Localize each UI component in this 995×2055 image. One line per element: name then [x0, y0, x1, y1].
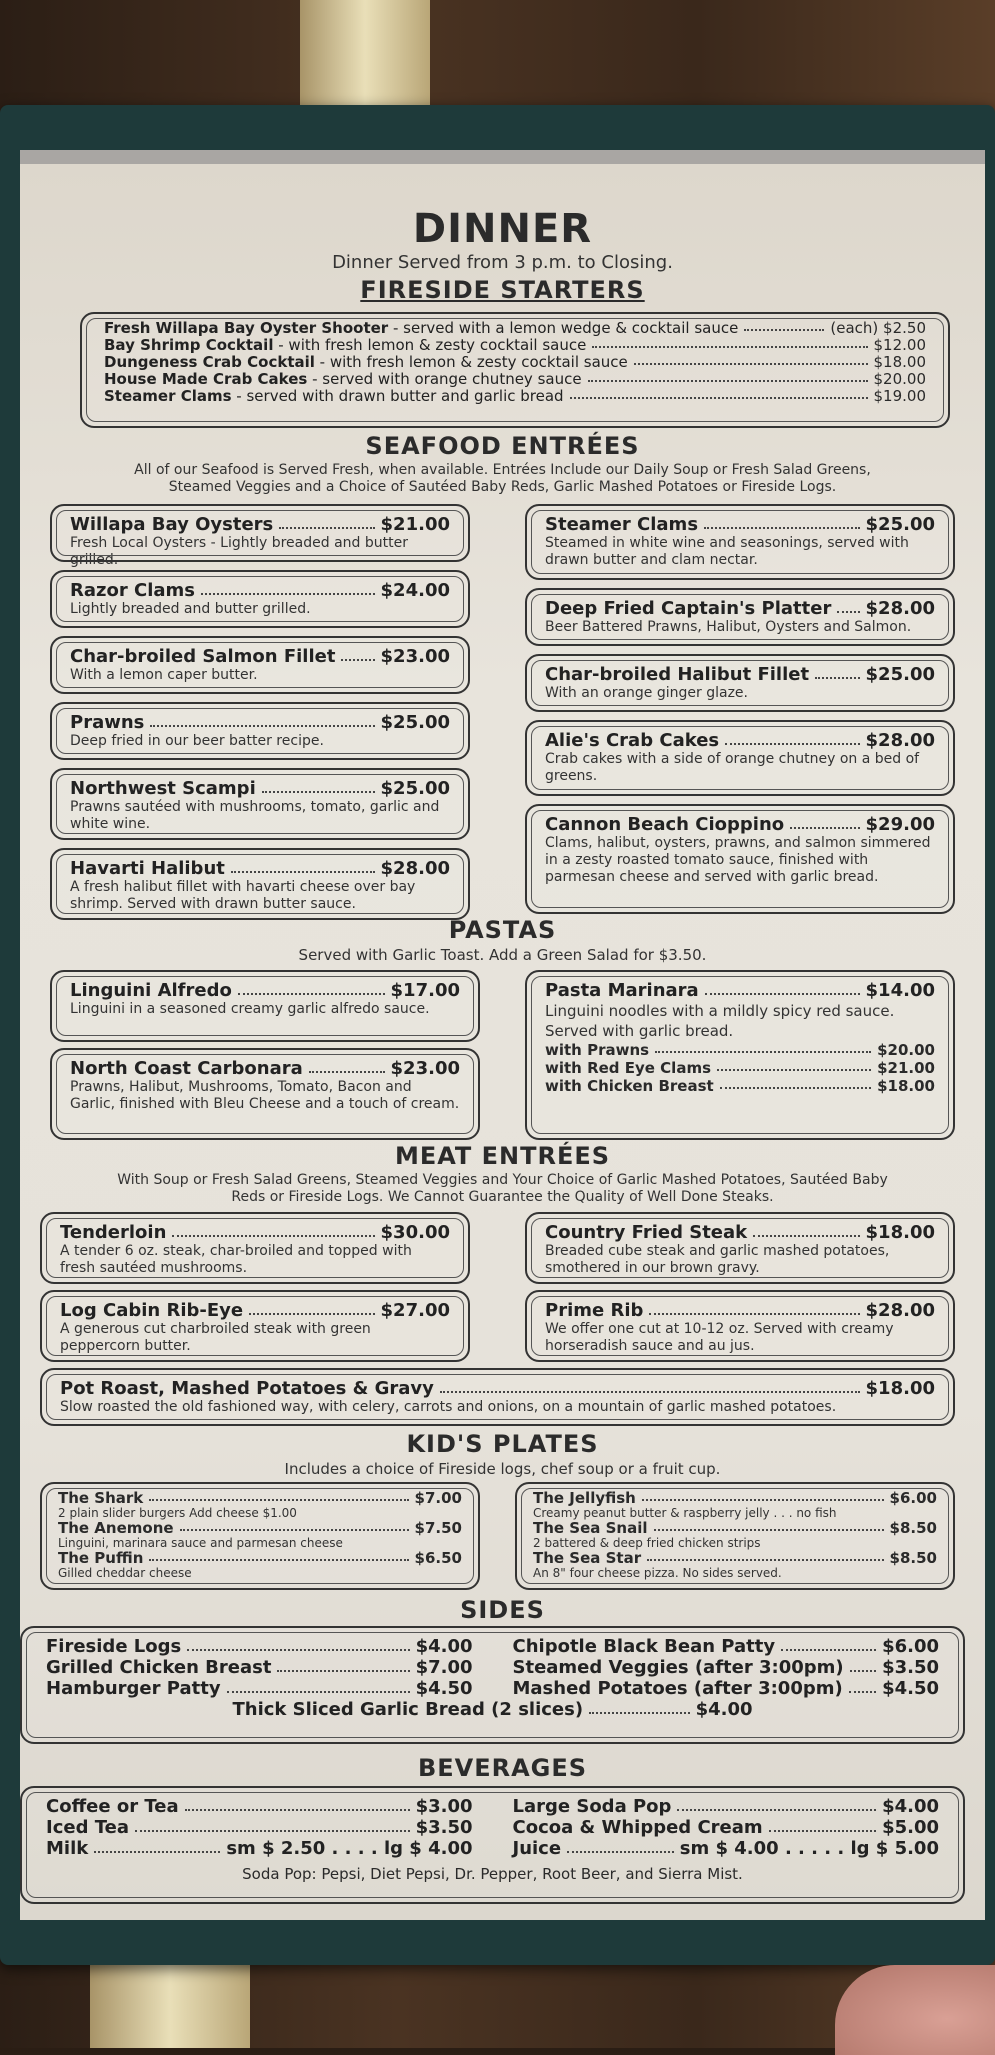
sides-title: SIDES: [460, 1596, 545, 1624]
thumb: [835, 1965, 995, 2055]
pasta-marinara-box: Pasta Marinara $14.00 Linguini noodles with a mildly spicy red sauce. Served with garlic bread. with Prawns $20.00 with Red Eye Clams $21.00 with Chicken Breast $18.00: [525, 970, 955, 1140]
seafood-title: SEAFOOD ENTRÉES: [365, 432, 640, 460]
seafood-item: Steamer Clams $25.00 Steamed in white wine and seasonings, served with drawn butter and clam nectar.: [525, 504, 955, 580]
meat-item: Log Cabin Rib-Eye $27.00 A generous cut charbroiled steak with green peppercorn butter.: [40, 1290, 470, 1362]
menu-title: DINNER: [412, 206, 593, 252]
starter-item: House Made Crab Cakes - served with orange chutney sauce $20.00: [104, 370, 926, 388]
seafood-item: Prawns $25.00 Deep fried in our beer batter recipe.: [50, 702, 470, 760]
starter-item: Bay Shrimp Cocktail - with fresh lemon & zesty cocktail sauce $12.00: [104, 336, 926, 354]
starters-title: FIRESIDE STARTERS: [360, 276, 645, 304]
starter-item: Steamer Clams - served with drawn butter and garlic bread $19.00: [104, 387, 926, 405]
sides-box: Fireside Logs $4.00 Grilled Chicken Breast $7.00 Hamburger Patty $4.50 Chipotle Black Bean Patty $6.00 Steamed Veggies (after 3:00pm) $3.50 Mashed Potatoes (after 3:00pm) $4.50 Thick Sliced Garlic Bread (2 slices) $4.00: [20, 1626, 965, 1744]
kids-box-left: The Shark $7.00 2 plain slider burgers Add cheese $1.00 The Anemone $7.50 Linguini, marinara sauce and parmesan cheese The Puffin $6.50 Gilled cheddar cheese: [40, 1482, 480, 1590]
beverages-title: BEVERAGES: [417, 1754, 588, 1782]
kids-box-right: The Jellyfish $6.00 Creamy peanut butter & raspberry jelly . . . no fish The Sea Snail $8.50 2 battered & deep fried chicken strips The Sea Star $8.50 An 8" four cheese pizza. No sides served.: [515, 1482, 955, 1590]
seafood-note: All of our Seafood is Served Fresh, when available. Entrées Include our Daily Soup or Fresh Salad Greens,: [134, 462, 871, 478]
kids-title: KID'S PLATES: [406, 1430, 599, 1458]
seafood-item: Char-broiled Salmon Fillet $23.00 With a lemon caper butter.: [50, 636, 470, 694]
soda-note: Soda Pop: Pepsi, Diet Pepsi, Dr. Pepper, Root Beer, and Sierra Mist.: [242, 1865, 743, 1883]
meat-note: With Soup or Fresh Salad Greens, Steamed Veggies and Your Choice of Garlic Mashed Potatoes, Sautéed Baby: [117, 1172, 888, 1188]
starter-item: Fresh Willapa Bay Oyster Shooter - served with a lemon wedge & cocktail sauce (each) $2.50: [104, 319, 926, 337]
pasta-item: Linguini Alfredo $17.00 Linguini in a seasoned creamy garlic alfredo sauce.: [50, 970, 480, 1042]
seafood-item: Northwest Scampi $25.00 Prawns sautéed with mushrooms, tomato, garlic and white wine.: [50, 768, 470, 840]
seafood-item: Alie's Crab Cakes $28.00 Crab cakes with a side of orange chutney on a bed of greens.: [525, 720, 955, 796]
seafood-note: Steamed Veggies and a Choice of Sautéed Baby Reds, Garlic Mashed Potatoes or Fireside Logs.: [168, 479, 837, 495]
seafood-item: Cannon Beach Cioppino $29.00 Clams, halibut, oysters, prawns, and salmon simmered in a zesty roasted tomato sauce, finished with parmesan cheese and served with garlic bread.: [525, 804, 955, 914]
meat-item: Prime Rib $28.00 We offer one cut at 10-12 oz. Served with creamy horseradish sauce and au jus.: [525, 1290, 955, 1362]
pastas-note: Served with Garlic Toast. Add a Green Salad for $3.50.: [298, 946, 707, 964]
menu-subtitle: Dinner Served from 3 p.m. to Closing.: [332, 252, 673, 273]
seafood-item: Willapa Bay Oysters $21.00 Fresh Local Oysters - Lightly breaded and butter grilled.: [50, 504, 470, 562]
seafood-item: Deep Fried Captain's Platter $28.00 Beer Battered Prawns, Halibut, Oysters and Salmon.: [525, 588, 955, 646]
starter-item: Dungeness Crab Cocktail - with fresh lemon & zesty cocktail sauce $18.00: [104, 353, 926, 371]
menu-page: [20, 150, 985, 1920]
meat-item-potroast: Pot Roast, Mashed Potatoes & Gravy $18.00 Slow roasted the old fashioned way, with celery, carrots and onions, on a mountain of garlic mashed potatoes.: [40, 1368, 955, 1426]
pasta-item: North Coast Carbonara $23.00 Prawns, Halibut, Mushrooms, Tomato, Bacon and Garlic, finished with Bleu Cheese and a touch of cream.: [50, 1048, 480, 1140]
seafood-item: Razor Clams $24.00 Lightly breaded and butter grilled.: [50, 570, 470, 628]
meat-note: Reds or Fireside Logs. We Cannot Guarantee the Quality of Well Done Steaks.: [231, 1189, 774, 1205]
seafood-item: Havarti Halibut $28.00 A fresh halibut fillet with havarti cheese over bay shrimp. Served with drawn butter sauce.: [50, 848, 470, 920]
pastas-title: PASTAS: [448, 916, 557, 944]
beverages-box: Coffee or Tea $3.00 Iced Tea $3.50 Milk sm $ 2.50 . . . . lg $ 4.00 Large Soda Pop $4.00 Cocoa & Whipped Cream $5.00 Juice sm $ 4.00 . . . . . lg $ 5.00 Soda Pop: Pepsi, Diet Pepsi, Dr. Pepper, Root Beer, and Sierra Mist.: [20, 1786, 965, 1904]
kids-note: Includes a choice of Fireside logs, chef soup or a fruit cup.: [284, 1460, 721, 1478]
seafood-item: Char-broiled Halibut Fillet $25.00 With an orange ginger glaze.: [525, 654, 955, 712]
meat-item: Country Fried Steak $18.00 Breaded cube steak and garlic mashed potatoes, smothered in our brown gravy.: [525, 1212, 955, 1284]
meat-title: MEAT ENTRÉES: [394, 1142, 611, 1170]
starters-box: [80, 312, 950, 428]
meat-item: Tenderloin $30.00 A tender 6 oz. steak, char-broiled and topped with fresh sautéed mushrooms.: [40, 1212, 470, 1284]
